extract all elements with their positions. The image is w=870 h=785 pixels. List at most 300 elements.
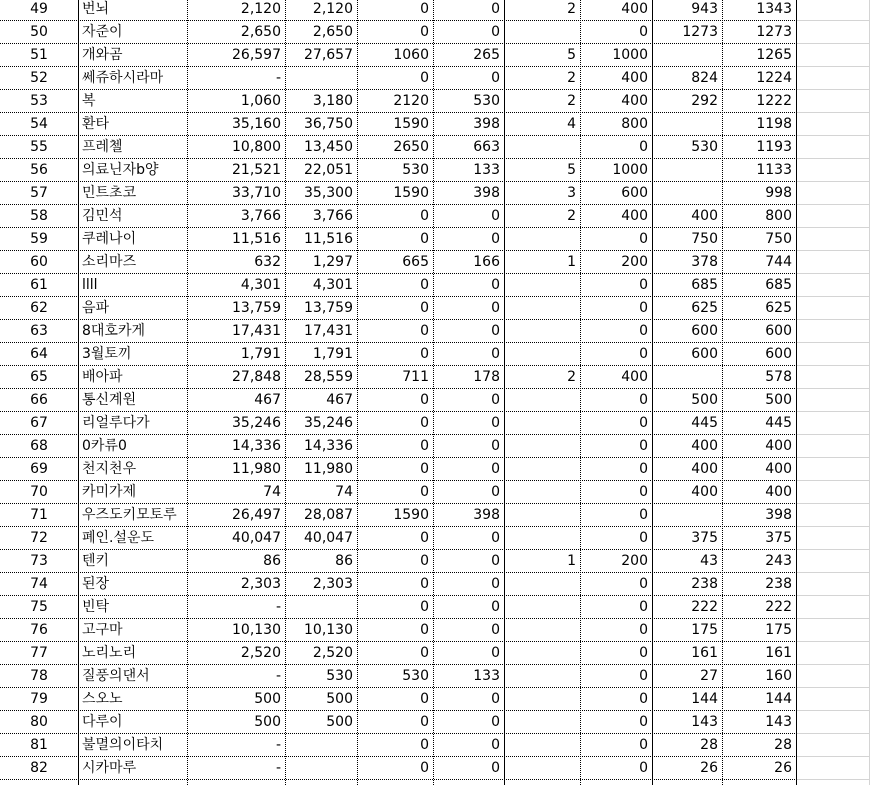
cell-a[interactable]: 1,791	[240, 346, 281, 362]
cell-g[interactable]: 500	[691, 392, 718, 408]
cell-c[interactable]: 0	[420, 691, 429, 707]
cell-a[interactable]: 13,759	[232, 300, 281, 316]
cell-a[interactable]: 27,848	[232, 369, 281, 385]
cell-h[interactable]: 143	[765, 714, 792, 730]
cell-a[interactable]: 26,597	[232, 47, 281, 63]
cell-e[interactable]	[505, 642, 580, 665]
cell-f[interactable]: 0	[639, 714, 648, 730]
cell-e[interactable]	[505, 573, 580, 596]
cell-no[interactable]: 82	[30, 760, 48, 776]
cell-e[interactable]: 2	[567, 208, 576, 224]
cell-g[interactable]: 375	[691, 530, 718, 546]
cell-h[interactable]: 685	[765, 277, 792, 293]
cell-e[interactable]	[505, 21, 580, 44]
cell-h[interactable]: 1343	[756, 1, 792, 17]
cell-c[interactable]: 0	[420, 737, 429, 753]
cell-h[interactable]: 578	[765, 369, 792, 385]
cell-d[interactable]: 0	[491, 576, 500, 592]
cell-f[interactable]: 0	[639, 24, 648, 40]
cell-no[interactable]: 73	[30, 553, 48, 569]
cell-name[interactable]: 프레첼	[82, 139, 123, 155]
cell-d[interactable]: 0	[491, 737, 500, 753]
cell-d[interactable]: 0	[491, 622, 500, 638]
cell-name[interactable]: 리얼루다가	[82, 415, 150, 431]
cell-e[interactable]	[505, 458, 580, 481]
cell-no[interactable]: 66	[30, 392, 48, 408]
cell-f[interactable]: 0	[639, 507, 648, 523]
cell-e[interactable]	[505, 688, 580, 711]
cell-c[interactable]: 0	[420, 484, 429, 500]
cell-no[interactable]: 77	[30, 645, 48, 661]
cell-a[interactable]: 14,336	[232, 438, 281, 454]
cell-h[interactable]: 161	[765, 645, 792, 661]
cell-c[interactable]: 0	[420, 300, 429, 316]
cell-b[interactable]	[286, 757, 357, 780]
cell-d[interactable]: 0	[491, 553, 500, 569]
cell-g[interactable]: 400	[691, 208, 718, 224]
cell-g[interactable]	[653, 113, 722, 136]
cell-a[interactable]: -	[275, 760, 281, 776]
cell-c[interactable]: 0	[420, 461, 429, 477]
cell-b[interactable]: 2,303	[312, 576, 353, 592]
cell-f[interactable]: 400	[621, 70, 648, 86]
cell-h[interactable]: 998	[765, 185, 792, 201]
cell-h[interactable]: 1273	[756, 24, 792, 40]
cell-b[interactable]: 1,297	[312, 254, 353, 270]
cell-no[interactable]: 61	[30, 277, 48, 293]
cell-e[interactable]: 2	[567, 1, 576, 17]
cell-name[interactable]: 복	[82, 93, 96, 109]
cell-name[interactable]: 천지천우	[82, 461, 137, 477]
cell-b[interactable]: 467	[326, 392, 353, 408]
cell-a[interactable]: 40,047	[232, 530, 281, 546]
cell-b[interactable]: 86	[335, 553, 353, 569]
cell-name[interactable]: 음파	[82, 300, 110, 316]
cell-a[interactable]: -	[275, 599, 281, 615]
cell-no[interactable]: 69	[30, 461, 48, 477]
cell-e[interactable]	[505, 527, 580, 550]
cell-c[interactable]: 0	[420, 530, 429, 546]
cell-a[interactable]: 35,246	[232, 415, 281, 431]
cell-d[interactable]: 0	[491, 691, 500, 707]
cell-name[interactable]: 개와곰	[82, 47, 123, 63]
cell-no[interactable]: 67	[30, 415, 48, 431]
cell-a[interactable]: 86	[263, 553, 281, 569]
cell-g[interactable]	[653, 159, 722, 182]
cell-name[interactable]: 8대호카게	[82, 323, 146, 339]
cell-name[interactable]: 노리노리	[82, 645, 137, 661]
cell-d[interactable]: 178	[473, 369, 500, 385]
cell-d[interactable]: 398	[473, 507, 500, 523]
cell-name[interactable]: 3월토끼	[82, 346, 132, 362]
cell-a[interactable]: 2,120	[240, 1, 281, 17]
cell-no[interactable]: 56	[30, 162, 48, 178]
cell-a[interactable]: 2,303	[240, 576, 281, 592]
cell-a[interactable]: 1,060	[240, 93, 281, 109]
cell-d[interactable]: 0	[491, 438, 500, 454]
cell-c[interactable]: 1590	[393, 185, 429, 201]
cell-f[interactable]: 0	[639, 438, 648, 454]
cell-e[interactable]	[505, 412, 580, 435]
cell-h[interactable]: 222	[765, 599, 792, 615]
cell-e[interactable]: 5	[567, 47, 576, 63]
cell-c[interactable]: 0	[420, 277, 429, 293]
cell-e[interactable]	[505, 435, 580, 458]
cell-d[interactable]: 133	[473, 668, 500, 684]
cell-h[interactable]: 445	[765, 415, 792, 431]
cell-b[interactable]: 500	[326, 691, 353, 707]
cell-f[interactable]: 0	[639, 277, 648, 293]
cell-h[interactable]: 744	[765, 254, 792, 270]
cell-no[interactable]: 75	[30, 599, 48, 615]
cell-no[interactable]: 53	[30, 93, 48, 109]
cell-g[interactable]: 530	[691, 139, 718, 155]
cell-e[interactable]	[505, 297, 580, 320]
cell-name[interactable]: 질풍의댄서	[82, 668, 150, 684]
cell-no[interactable]: 70	[30, 484, 48, 500]
cell-a[interactable]: 35,160	[232, 116, 281, 132]
cell-h[interactable]: 400	[765, 438, 792, 454]
cell-g[interactable]: 238	[691, 576, 718, 592]
cell-f[interactable]: 0	[639, 139, 648, 155]
cell-b[interactable]: 28,087	[304, 507, 353, 523]
cell-g[interactable]: 685	[691, 277, 718, 293]
cell-a[interactable]: 3,766	[240, 208, 281, 224]
cell-f[interactable]: 0	[639, 668, 648, 684]
cell-e[interactable]	[505, 619, 580, 642]
cell-name[interactable]: 통신계원	[82, 392, 137, 408]
cell-name[interactable]: 0카류0	[82, 438, 127, 454]
cell-name[interactable]: 환타	[82, 116, 110, 132]
cell-b[interactable]: 13,759	[304, 300, 353, 316]
cell-no[interactable]: 63	[30, 323, 48, 339]
cell-f[interactable]: 0	[639, 645, 648, 661]
cell-g[interactable]: 824	[691, 70, 718, 86]
cell-name[interactable]: 다루이	[82, 714, 123, 730]
cell-name[interactable]: 된장	[82, 576, 110, 592]
cell-name[interactable]: 폐인.설운도	[82, 530, 155, 546]
cell-h[interactable]: 1193	[756, 139, 792, 155]
cell-no[interactable]: 49	[30, 1, 48, 17]
cell-no[interactable]: 58	[30, 208, 48, 224]
cell-f[interactable]: 0	[639, 415, 648, 431]
cell-d[interactable]: 398	[473, 185, 500, 201]
cell-d[interactable]: 0	[491, 760, 500, 776]
cell-g[interactable]: 28	[700, 737, 718, 753]
cell-no[interactable]: 78	[30, 668, 48, 684]
cell-h[interactable]: 400	[765, 484, 792, 500]
cell-d[interactable]: 0	[491, 645, 500, 661]
cell-g[interactable]: 625	[691, 300, 718, 316]
cell-f[interactable]: 0	[639, 576, 648, 592]
cell-f[interactable]: 0	[639, 346, 648, 362]
cell-g[interactable]: 143	[691, 714, 718, 730]
cell-b[interactable]: 500	[326, 714, 353, 730]
cell-e[interactable]: 1	[567, 254, 576, 270]
cell-d[interactable]: 265	[473, 47, 500, 63]
cell-h[interactable]: 238	[765, 576, 792, 592]
cell-g[interactable]: 378	[691, 254, 718, 270]
cell-f[interactable]: 600	[621, 185, 648, 201]
cell-c[interactable]: 1590	[393, 507, 429, 523]
cell-no[interactable]: 74	[30, 576, 48, 592]
cell-a[interactable]: 21,521	[232, 162, 281, 178]
cell-e[interactable]	[505, 389, 580, 412]
cell-d[interactable]: 0	[491, 484, 500, 500]
cell-f[interactable]: 0	[639, 461, 648, 477]
cell-f[interactable]: 0	[639, 622, 648, 638]
cell-f[interactable]: 200	[621, 553, 648, 569]
cell-e[interactable]: 2	[567, 369, 576, 385]
cell-b[interactable]: 10,130	[304, 622, 353, 638]
cell-b[interactable]: 28,559	[304, 369, 353, 385]
cell-e[interactable]: 1	[567, 553, 576, 569]
cell-h[interactable]: 500	[765, 392, 792, 408]
cell-c[interactable]: 0	[420, 1, 429, 17]
cell-g[interactable]: 222	[691, 599, 718, 615]
cell-no[interactable]: 81	[30, 737, 48, 753]
cell-g[interactable]	[653, 182, 722, 205]
cell-no[interactable]: 71	[30, 507, 48, 523]
cell-d[interactable]: 530	[473, 93, 500, 109]
cell-f[interactable]: 800	[621, 116, 648, 132]
cell-no[interactable]: 65	[30, 369, 48, 385]
cell-h[interactable]: 600	[765, 346, 792, 362]
cell-e[interactable]	[505, 320, 580, 343]
cell-b[interactable]: 22,051	[304, 162, 353, 178]
cell-b[interactable]: 17,431	[304, 323, 353, 339]
cell-b[interactable]: 35,246	[304, 415, 353, 431]
cell-c[interactable]: 0	[420, 438, 429, 454]
cell-c[interactable]: 0	[420, 70, 429, 86]
cell-d[interactable]: 0	[491, 392, 500, 408]
cell-g[interactable]: 1273	[682, 24, 718, 40]
cell-name[interactable]: 고구마	[82, 622, 123, 638]
cell-h[interactable]: 1133	[756, 162, 792, 178]
cell-c[interactable]: 2120	[393, 93, 429, 109]
cell-name[interactable]: 우즈도키모토루	[82, 507, 177, 523]
cell-g[interactable]: 161	[691, 645, 718, 661]
cell-f[interactable]: 0	[639, 737, 648, 753]
cell-a[interactable]: 4,301	[240, 277, 281, 293]
cell-b[interactable]: 40,047	[304, 530, 353, 546]
cell-c[interactable]: 0	[420, 760, 429, 776]
cell-name[interactable]: 시카마루	[82, 760, 137, 776]
cell-c[interactable]: 0	[420, 24, 429, 40]
cell-c[interactable]: 665	[402, 254, 429, 270]
cell-h[interactable]: 175	[765, 622, 792, 638]
cell-b[interactable]: 2,650	[312, 24, 353, 40]
cell-f[interactable]: 0	[639, 530, 648, 546]
cell-no[interactable]: 68	[30, 438, 48, 454]
cell-name[interactable]: 배아파	[82, 369, 123, 385]
cell-f[interactable]: 0	[639, 300, 648, 316]
cell-g[interactable]: 600	[691, 346, 718, 362]
cell-f[interactable]: 0	[639, 323, 648, 339]
cell-b[interactable]: 74	[335, 484, 353, 500]
cell-no[interactable]: 52	[30, 70, 48, 86]
cell-d[interactable]: 0	[491, 277, 500, 293]
cell-g[interactable]	[653, 504, 722, 527]
cell-h[interactable]: 243	[765, 553, 792, 569]
cell-f[interactable]: 0	[639, 231, 648, 247]
cell-h[interactable]: 398	[765, 507, 792, 523]
cell-a[interactable]: 2,650	[240, 24, 281, 40]
cell-d[interactable]: 166	[473, 254, 500, 270]
cell-a[interactable]: -	[275, 737, 281, 753]
cell-b[interactable]: 11,980	[304, 461, 353, 477]
cell-b[interactable]: 3,766	[312, 208, 353, 224]
cell-d[interactable]: 0	[491, 714, 500, 730]
cell-d[interactable]: 0	[491, 231, 500, 247]
cell-h[interactable]: 1198	[756, 116, 792, 132]
cell-a[interactable]: 10,130	[232, 622, 281, 638]
cell-h[interactable]: 625	[765, 300, 792, 316]
cell-e[interactable]	[505, 504, 580, 527]
cell-b[interactable]	[286, 67, 357, 90]
cell-d[interactable]: 663	[473, 139, 500, 155]
cell-g[interactable]: 292	[691, 93, 718, 109]
cell-e[interactable]: 2	[567, 93, 576, 109]
cell-no[interactable]: 50	[30, 24, 48, 40]
cell-g[interactable]: 144	[691, 691, 718, 707]
cell-e[interactable]	[505, 481, 580, 504]
cell-no[interactable]: 59	[30, 231, 48, 247]
cell-name[interactable]: 스오노	[82, 691, 123, 707]
cell-c[interactable]: 0	[420, 231, 429, 247]
cell-name[interactable]: 자준이	[82, 24, 123, 40]
cell-h[interactable]: 144	[765, 691, 792, 707]
cell-e[interactable]: 5	[567, 162, 576, 178]
cell-c[interactable]: 711	[402, 369, 429, 385]
cell-f[interactable]: 400	[621, 93, 648, 109]
cell-a[interactable]: 500	[254, 714, 281, 730]
cell-g[interactable]: 400	[691, 484, 718, 500]
cell-g[interactable]: 750	[691, 231, 718, 247]
cell-d[interactable]: 0	[491, 599, 500, 615]
cell-e[interactable]	[505, 136, 580, 159]
cell-h[interactable]: 400	[765, 461, 792, 477]
cell-b[interactable]: 36,750	[304, 116, 353, 132]
cell-g[interactable]	[653, 366, 722, 389]
cell-g[interactable]: 26	[700, 760, 718, 776]
cell-e[interactable]: 3	[567, 185, 576, 201]
cell-f[interactable]: 0	[639, 484, 648, 500]
cell-b[interactable]: 3,180	[312, 93, 353, 109]
cell-c[interactable]: 0	[420, 645, 429, 661]
cell-e[interactable]	[505, 734, 580, 757]
cell-d[interactable]: 0	[491, 1, 500, 17]
cell-e[interactable]: 4	[567, 116, 576, 132]
cell-d[interactable]: 0	[491, 70, 500, 86]
cell-e[interactable]	[505, 596, 580, 619]
cell-g[interactable]: 445	[691, 415, 718, 431]
cell-f[interactable]: 400	[621, 208, 648, 224]
cell-a[interactable]: 33,710	[232, 185, 281, 201]
cell-c[interactable]: 530	[402, 162, 429, 178]
cell-no[interactable]: 64	[30, 346, 48, 362]
cell-d[interactable]: 398	[473, 116, 500, 132]
cell-c[interactable]: 0	[420, 346, 429, 362]
cell-h[interactable]: 600	[765, 323, 792, 339]
cell-g[interactable]	[653, 44, 722, 67]
cell-b[interactable]: 2,520	[312, 645, 353, 661]
cell-a[interactable]: 632	[254, 254, 281, 270]
cell-d[interactable]: 133	[473, 162, 500, 178]
cell-a[interactable]: 500	[254, 691, 281, 707]
cell-b[interactable]: 4,301	[312, 277, 353, 293]
cell-c[interactable]: 1060	[393, 47, 429, 63]
cell-b[interactable]: 11,516	[304, 231, 353, 247]
cell-name[interactable]: 민트초코	[82, 185, 137, 201]
cell-d[interactable]: 0	[491, 300, 500, 316]
cell-g[interactable]: 400	[691, 461, 718, 477]
cell-g[interactable]: 400	[691, 438, 718, 454]
cell-no[interactable]: 62	[30, 300, 48, 316]
cell-b[interactable]	[286, 734, 357, 757]
cell-no[interactable]: 55	[30, 139, 48, 155]
cell-h[interactable]: 26	[774, 760, 792, 776]
cell-e[interactable]	[505, 711, 580, 734]
cell-a[interactable]: 2,520	[240, 645, 281, 661]
cell-c[interactable]: 0	[420, 323, 429, 339]
cell-name[interactable]: 의료닌자b양	[82, 162, 159, 178]
cell-c[interactable]: 0	[420, 553, 429, 569]
cell-d[interactable]: 0	[491, 346, 500, 362]
cell-b[interactable]: 35,300	[304, 185, 353, 201]
cell-no[interactable]: 80	[30, 714, 48, 730]
cell-c[interactable]: 0	[420, 599, 429, 615]
cell-h[interactable]: 1224	[756, 70, 792, 86]
cell-h[interactable]: 160	[765, 668, 792, 684]
cell-e[interactable]: 2	[567, 70, 576, 86]
cell-f[interactable]: 0	[639, 392, 648, 408]
cell-h[interactable]: 1222	[756, 93, 792, 109]
cell-a[interactable]: 10,800	[232, 139, 281, 155]
cell-a[interactable]: 26,497	[232, 507, 281, 523]
cell-e[interactable]	[505, 274, 580, 297]
cell-c[interactable]: 0	[420, 622, 429, 638]
cell-a[interactable]: -	[275, 668, 281, 684]
cell-a[interactable]: 11,516	[232, 231, 281, 247]
cell-g[interactable]: 943	[691, 1, 718, 17]
cell-h[interactable]: 800	[765, 208, 792, 224]
cell-f[interactable]: 400	[621, 1, 648, 17]
cell-a[interactable]: 11,980	[232, 461, 281, 477]
cell-b[interactable]: 14,336	[304, 438, 353, 454]
cell-c[interactable]: 530	[402, 668, 429, 684]
cell-name[interactable]: 쎄쥬하시라마	[82, 70, 164, 86]
cell-name[interactable]: 소리마즈	[82, 254, 137, 270]
cell-g[interactable]: 43	[700, 553, 718, 569]
cell-b[interactable]: 2,120	[312, 1, 353, 17]
cell-b[interactable]: 1,791	[312, 346, 353, 362]
cell-f[interactable]: 200	[621, 254, 648, 270]
cell-no[interactable]: 79	[30, 691, 48, 707]
cell-c[interactable]: 0	[420, 415, 429, 431]
cell-a[interactable]: 74	[263, 484, 281, 500]
cell-no[interactable]: 51	[30, 47, 48, 63]
cell-d[interactable]: 0	[491, 461, 500, 477]
cell-c[interactable]: 0	[420, 208, 429, 224]
cell-no[interactable]: 57	[30, 185, 48, 201]
cell-no[interactable]: 54	[30, 116, 48, 132]
cell-e[interactable]	[505, 228, 580, 251]
cell-d[interactable]: 0	[491, 415, 500, 431]
cell-name[interactable]: 텐키	[82, 553, 110, 569]
cell-name[interactable]: llll	[82, 277, 98, 293]
cell-name[interactable]: 불멸의이타치	[82, 737, 164, 753]
